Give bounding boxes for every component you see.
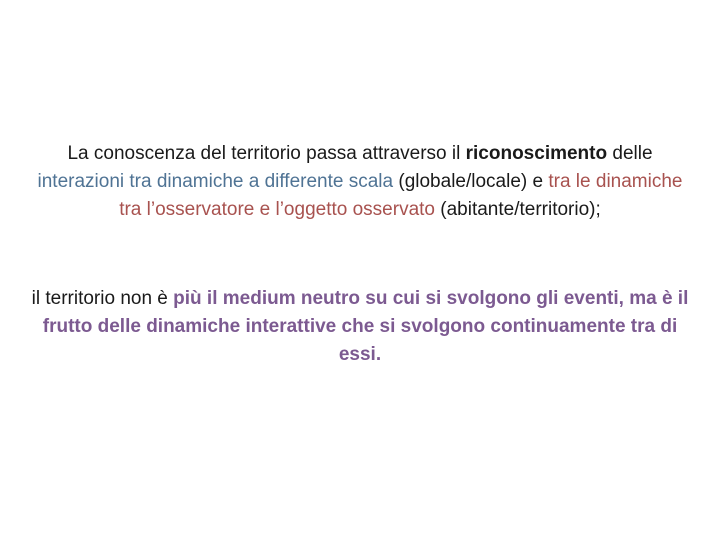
p1-text-2: delle: [607, 143, 653, 164]
paragraph-territory: [30, 285, 690, 369]
p1-dinamiche-osservatore: tra le dinamiche tra l’osservatore e l’oggetto osservato: [119, 171, 683, 220]
p1-text-3: (globale/locale) e: [393, 171, 549, 192]
p1-text-1: La conoscenza del territorio passa attraverso il: [67, 143, 466, 164]
p2-medium-neutro: più il medium neutro su cui si svolgono gli eventi, ma è il frutto delle dinamiche interattive che si svolgono continuamente tra di essi.: [42, 288, 689, 365]
paragraph-knowledge: [30, 140, 690, 224]
p1-riconoscimento: riconoscimento: [465, 143, 608, 164]
p2-text-1: il territorio non è: [31, 288, 174, 309]
p1-text-4: (abitante/territorio);: [434, 199, 601, 220]
p1-interazioni: interazioni tra dinamiche a differente scala: [37, 171, 394, 192]
